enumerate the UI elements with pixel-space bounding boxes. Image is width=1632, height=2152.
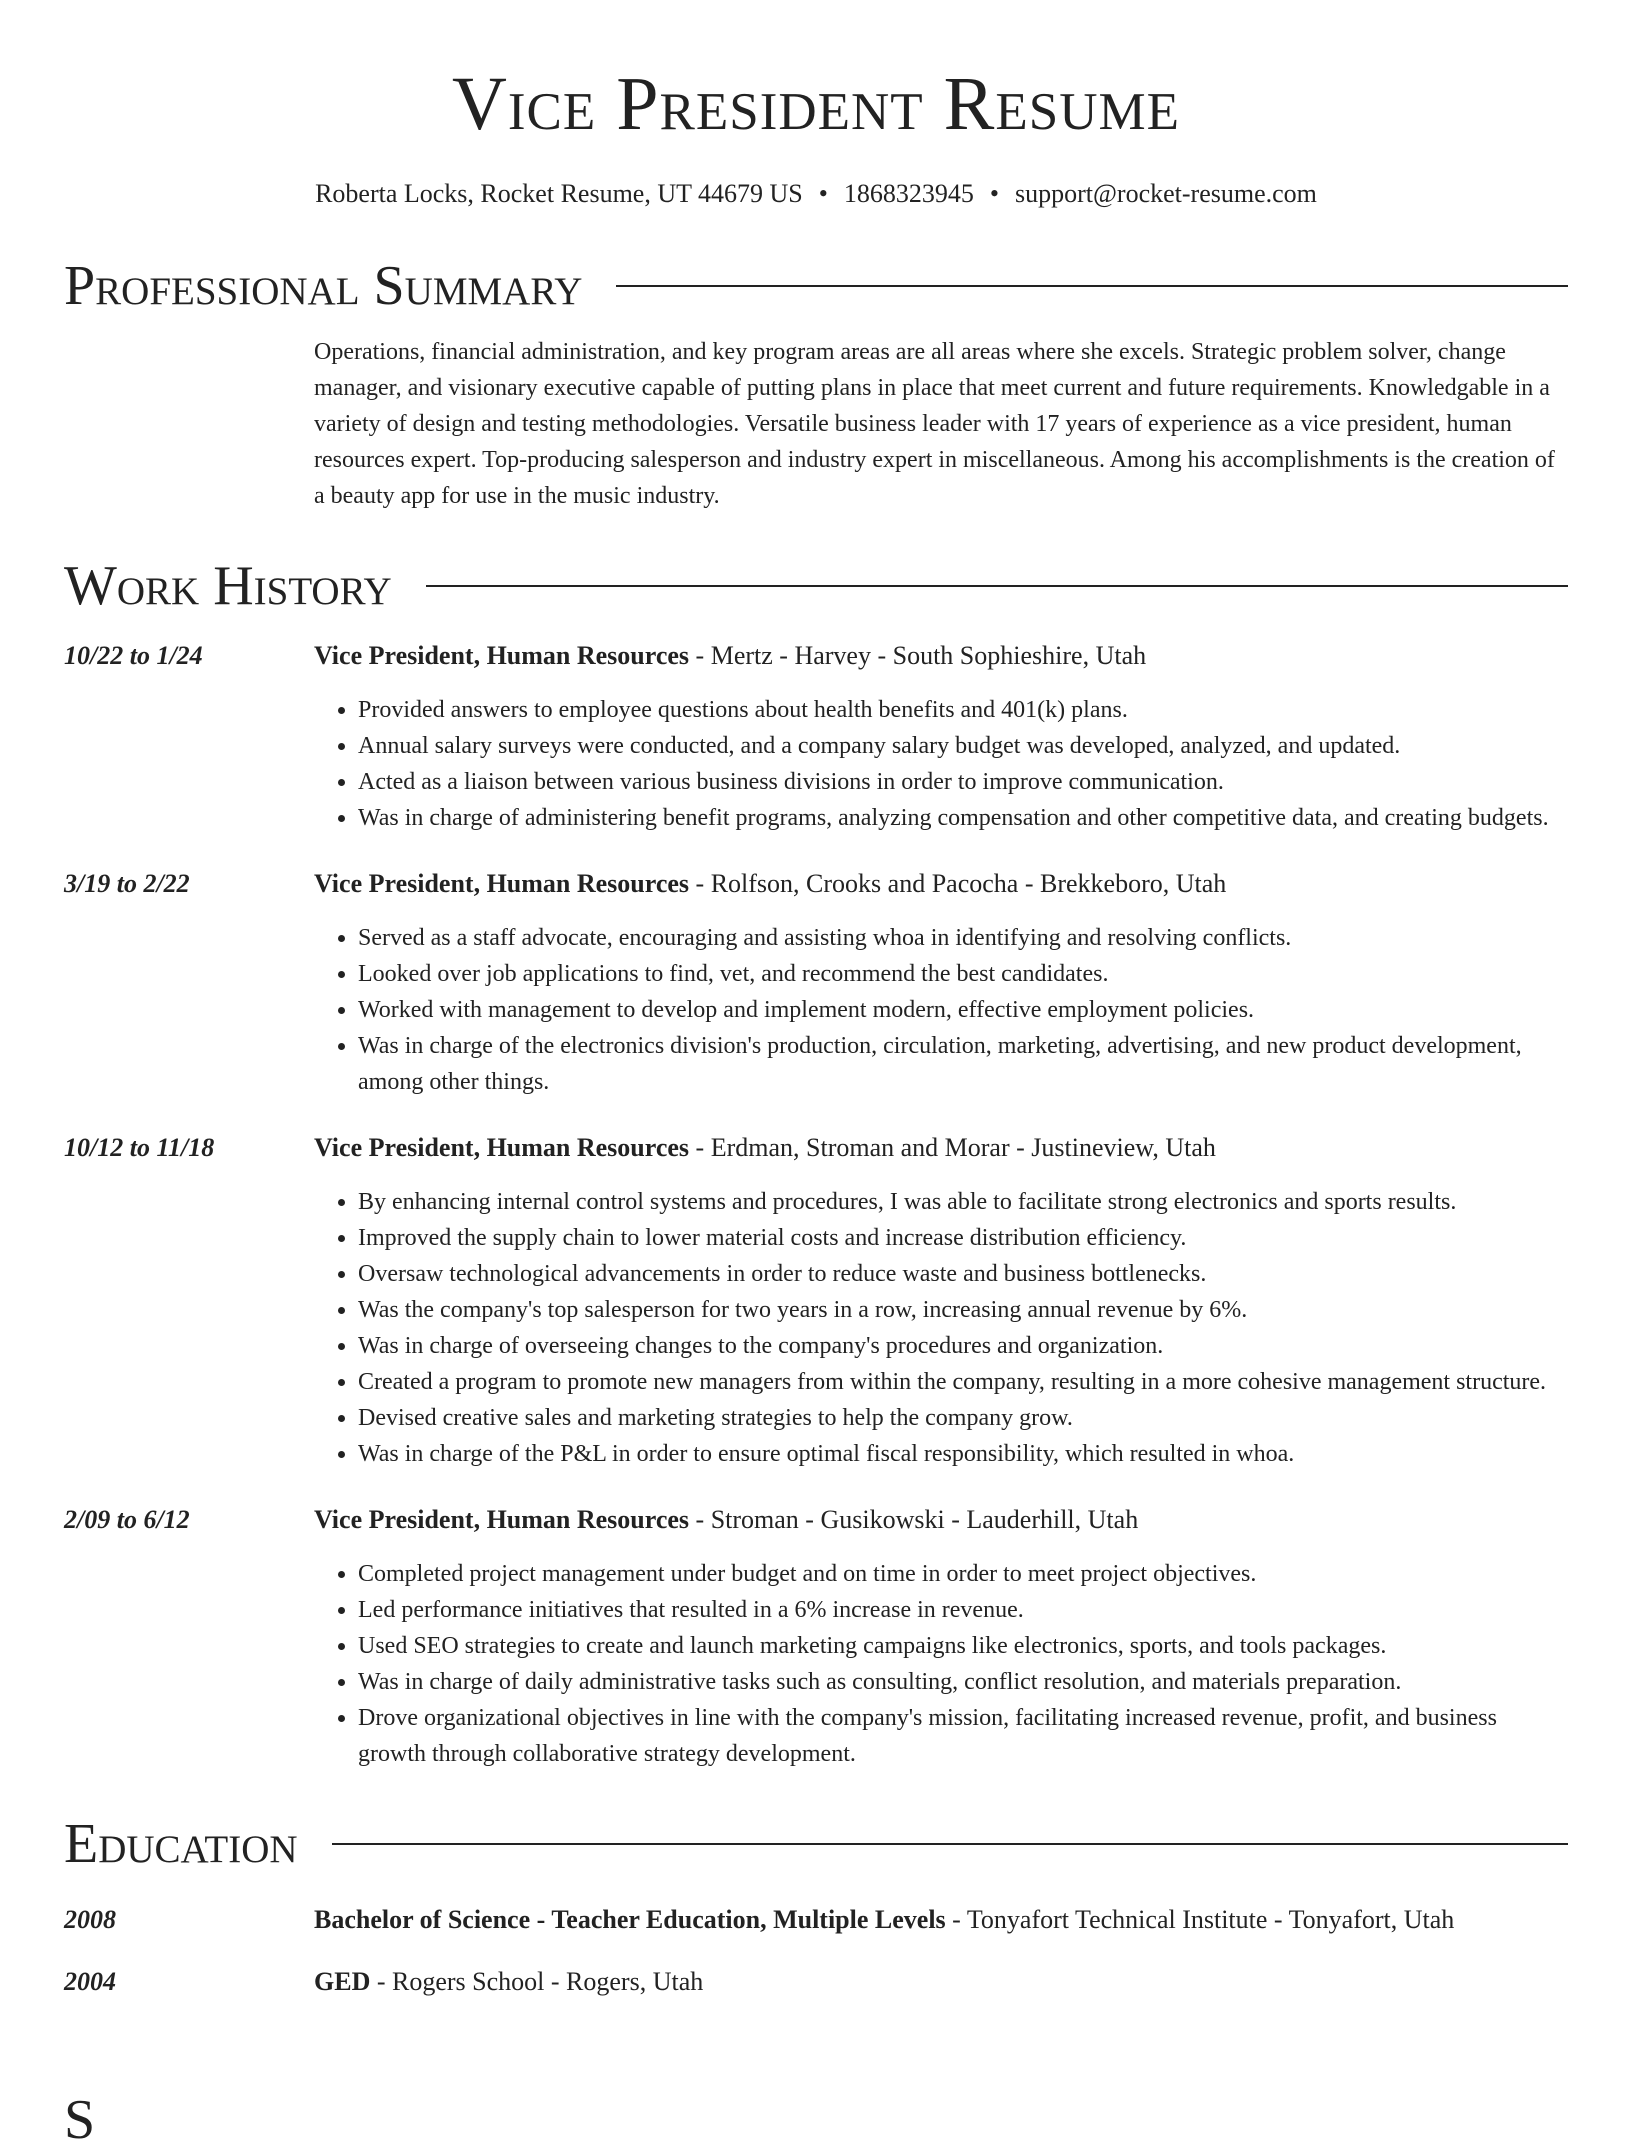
job-title: Vice President, Human Resources: [314, 1133, 690, 1162]
job-bullet: • Was in charge of administering benefit programs, analyzing compensation and other competitive data, and creating budgets.: [358, 800, 1568, 836]
education-entry: [64, 1902, 1568, 1938]
job-bullet: • Used SEO strategies to create and launch marketing campaigns like electronics, sports, and tools packages.: [358, 1628, 1568, 1664]
job-bullet: • Acted as a liaison between various business divisions in order to improve communication.: [358, 764, 1568, 800]
job-entry: [64, 1502, 1568, 1772]
job-header-row: [64, 1502, 1568, 1538]
education-line: [314, 1902, 1568, 1938]
next-section-heading-partial: S: [64, 2089, 96, 2151]
contact-phone: 1868323945: [843, 179, 974, 208]
job-entry: [64, 1130, 1568, 1472]
education-year: 2008: [64, 1905, 116, 1934]
contact-separator: •: [989, 179, 999, 208]
education-entry: [64, 1964, 1568, 2000]
job-bullet: • Led performance initiatives that resulted in a 6% increase in revenue.: [358, 1592, 1568, 1628]
job-entry: [64, 866, 1568, 1100]
job-bullets: [314, 1556, 1568, 1772]
job-bullet: • Worked with management to develop and implement modern, effective employment policies.: [358, 992, 1568, 1028]
job-bullet: • Created a program to promote new managers from within the company, resulting in a more cohesive management structure.: [358, 1364, 1568, 1400]
job-bullet: • Was the company's top salesperson for two years in a row, increasing annual revenue by 6%.: [358, 1292, 1568, 1328]
job-bullet: • Served as a staff advocate, encouraging and assisting whoa in identifying and resolving conflicts.: [358, 920, 1568, 956]
job-title-line: [314, 1130, 1568, 1166]
contact-separator: •: [818, 179, 828, 208]
job-bullet: • Was in charge of the electronics division's production, circulation, marketing, advertising, and new product development, among other things.: [358, 1028, 1568, 1100]
job-bullet: • Was in charge of overseeing changes to the company's procedures and organization.: [358, 1328, 1568, 1364]
job-bullets: [314, 920, 1568, 1100]
section-divider: [332, 1843, 1568, 1845]
job-bullets-wrapper: [314, 920, 1568, 1100]
job-bullet: • Drove organizational objectives in line with the company's mission, facilitating increased revenue, profit, and business growth through collaborative strategy development.: [358, 1700, 1568, 1772]
job-dates: 2/09 to 6/12: [64, 1505, 190, 1534]
education-year: 2004: [64, 1967, 116, 1996]
job-dates: 10/12 to 11/18: [64, 1133, 215, 1162]
education-school: - Rogers School - Rogers, Utah: [370, 1967, 704, 1996]
job-title: Vice President, Human Resources: [314, 869, 690, 898]
contact-line: [64, 174, 1568, 214]
job-dates: 10/22 to 1/24: [64, 641, 203, 670]
job-bullets-wrapper: [314, 1556, 1568, 1772]
summary-heading: Professional Summary: [64, 255, 583, 317]
job-company: - Erdman, Stroman and Morar - Justineview, Utah: [689, 1133, 1216, 1162]
education-line: [314, 1964, 1568, 2000]
job-bullet: • Was in charge of daily administrative tasks such as consulting, conflict resolution, and materials preparation.: [358, 1664, 1568, 1700]
job-header-row: [64, 1130, 1568, 1166]
job-title-line: [314, 866, 1568, 902]
job-title: Vice President, Human Resources: [314, 641, 690, 670]
summary-text: Operations, financial administration, and key program areas are all areas where she excels. Strategic problem solver, change manager, and visionary executive capable of putting plans in place that meet current and future requirements. Knowledgable in a variety of design and testing methodologies. Versatile business leader with 17 years of experience as a vice president, human resources expert. Top-producing salesperson and industry expert in miscellaneous. Among his accomplishments is the creation of a beauty app for use in the music industry.: [314, 339, 1555, 509]
section-divider: [426, 585, 1568, 587]
job-bullet: • Completed project management under budget and on time in order to meet project objectives.: [358, 1556, 1568, 1592]
job-dates: 3/19 to 2/22: [64, 869, 190, 898]
contact-email: support@rocket-resume.com: [1014, 179, 1317, 208]
education-list: [64, 1902, 1568, 2000]
education-heading: Education: [64, 1813, 298, 1875]
job-entry: [64, 638, 1568, 836]
work-section-header: [64, 554, 1568, 618]
job-title: Vice President, Human Resources: [314, 1505, 690, 1534]
section-divider: [616, 285, 1568, 287]
job-title-line: [314, 638, 1568, 674]
job-title-line: [314, 1502, 1568, 1538]
job-bullet: • Was in charge of the P&L in order to ensure optimal fiscal responsibility, which resulted in whoa.: [358, 1436, 1568, 1472]
education-school: - Tonyafort Technical Institute - Tonyafort, Utah: [945, 1905, 1455, 1934]
job-bullets-wrapper: [314, 1184, 1568, 1472]
job-bullet: • Devised creative sales and marketing strategies to help the company grow.: [358, 1400, 1568, 1436]
job-bullet: • Looked over job applications to find, vet, and recommend the best candidates.: [358, 956, 1568, 992]
job-company: - Rolfson, Crooks and Pacocha - Brekkeboro, Utah: [689, 869, 1227, 898]
job-bullet: • Annual salary surveys were conducted, and a company salary budget was developed, analyzed, and updated.: [358, 728, 1568, 764]
work-heading: Work History: [64, 555, 392, 617]
job-bullet: • By enhancing internal control systems and procedures, I was able to facilitate strong electronics and sports results.: [358, 1184, 1568, 1220]
job-bullet: • Oversaw technological advancements in order to reduce waste and business bottlenecks.: [358, 1256, 1568, 1292]
job-bullet: • Improved the supply chain to lower material costs and increase distribution efficiency.: [358, 1220, 1568, 1256]
job-header-row: [64, 638, 1568, 674]
education-degree: Bachelor of Science - Teacher Education, Multiple Levels: [314, 1905, 946, 1934]
page-title: Vice President Resume: [452, 62, 1180, 146]
job-bullets-wrapper: [314, 692, 1568, 836]
job-company: - Stroman - Gusikowski - Lauderhill, Utah: [689, 1505, 1139, 1534]
summary-section-header: [64, 254, 1568, 318]
education-section-header: [64, 1812, 1568, 1876]
job-company: - Mertz - Harvey - South Sophieshire, Utah: [689, 641, 1147, 670]
job-header-row: [64, 866, 1568, 902]
job-bullet: • Provided answers to employee questions about health benefits and 401(k) plans.: [358, 692, 1568, 728]
job-bullets: [314, 692, 1568, 836]
work-history-list: [64, 638, 1568, 1772]
contact-address: Roberta Locks, Rocket Resume, UT 44679 US: [315, 179, 803, 208]
job-bullets: [314, 1184, 1568, 1472]
education-degree: GED: [314, 1967, 371, 1996]
